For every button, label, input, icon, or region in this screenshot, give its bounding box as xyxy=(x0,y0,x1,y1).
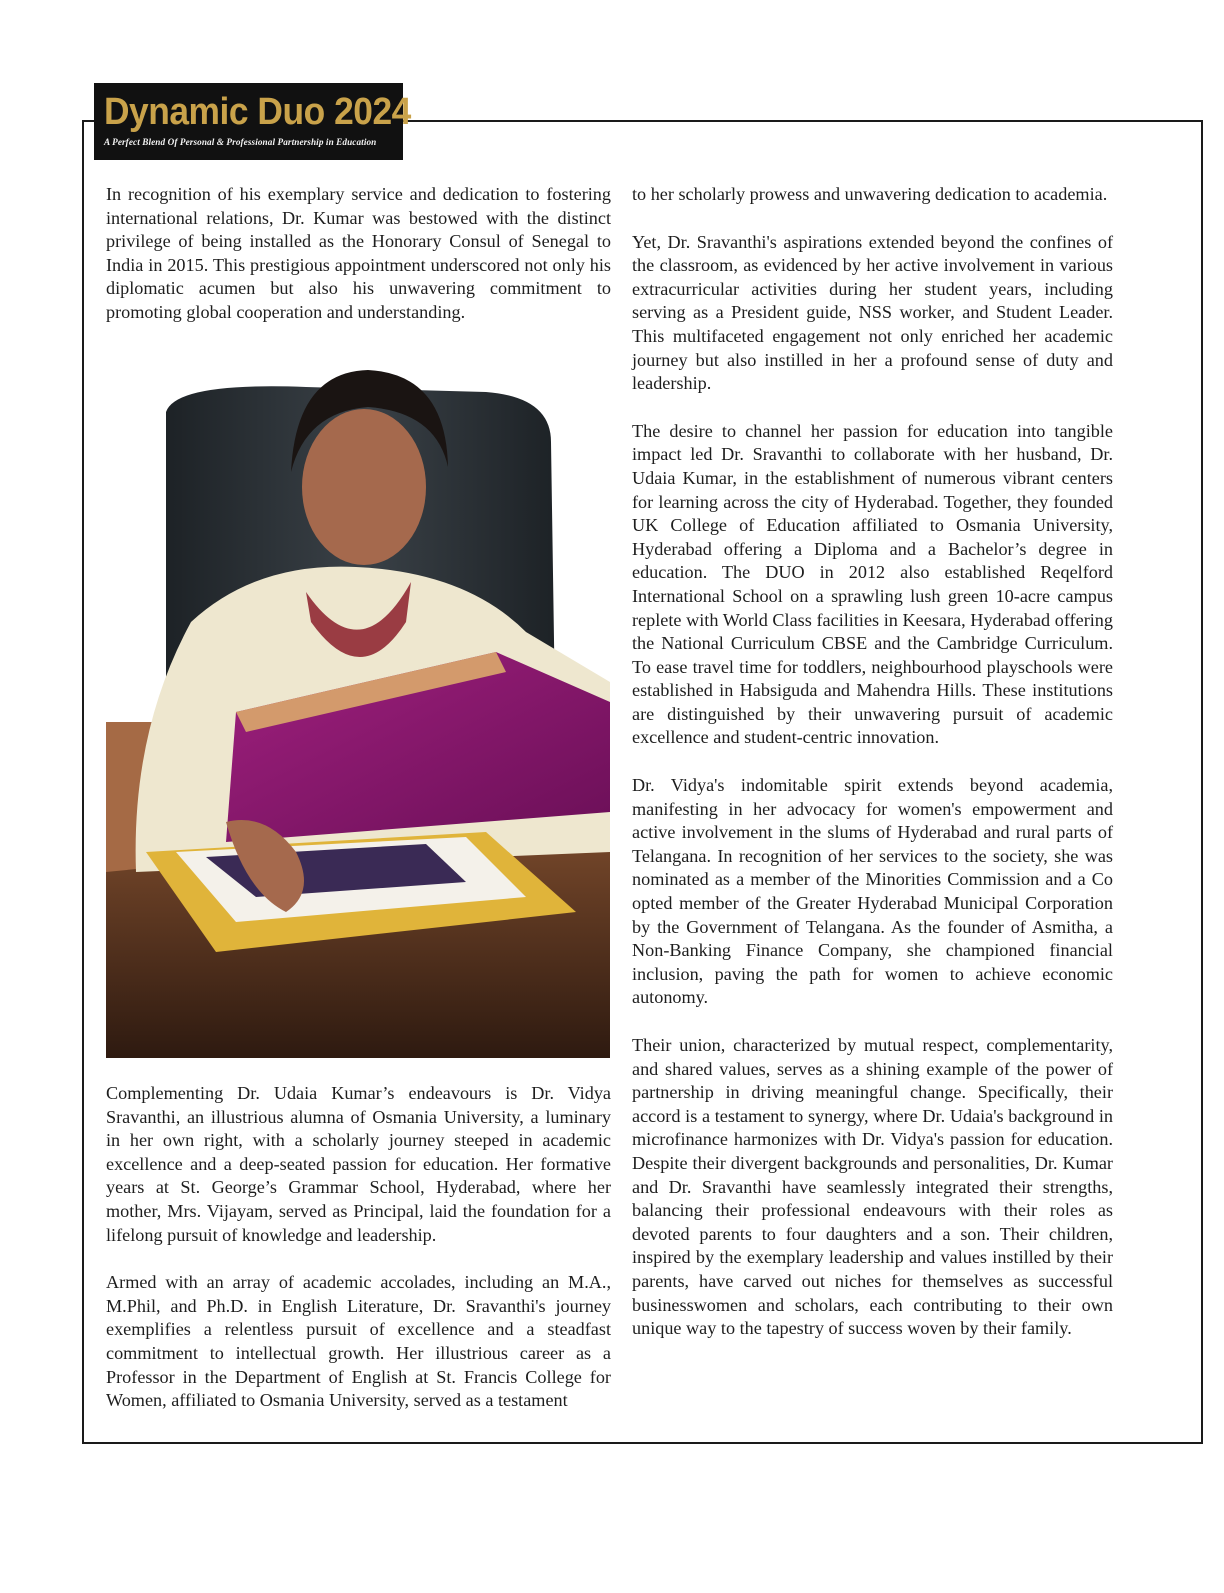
left-column-top xyxy=(106,183,611,349)
paragraph-institutions: The desire to channel her passion for education into tangible impact led Dr. Sravanthi to collaborate with her husband, Dr. Udaia Kumar, in the establishment of numerous vibrant centers for learning across the city of Hyderabad. Together, they founded UK College of Education affiliated to Osmania University, Hyderabad offering a Diploma and a Bachelor’s degree in education. The DUO in 2012 also established Reqelford International School on a sprawling lush green 10-acre campus replete with World Class facilities in Keesara, Hyderabad offering the National Curriculum CBSE and the Cambridge Curriculum. To ease travel time for toddlers, neighbourhood playschools were established in Habsiguda and Mahendra Hills. These institutions are distinguished by their unwavering pursuit of academic excellence and student-centric innovation. xyxy=(632,420,1113,748)
badge-title: Dynamic Duo 2024 xyxy=(104,91,411,133)
left-column-bottom xyxy=(106,1082,611,1437)
right-column xyxy=(632,183,1113,1365)
paragraph-aspirations: Yet, Dr. Sravanthi's aspirations extended beyond the confines of the classroom, as evidenced by her active involvement in various extracurricular activities during her student years, including serving as a President guide, NSS worker, and Student Leader. This multifaceted engagement not only enriched her academic journey but also instilled in her a profound sense of duty and leadership. xyxy=(632,231,1113,394)
paragraph-scholarly: to her scholarly prowess and unwavering dedication to academia. xyxy=(632,184,1108,204)
paragraph-accolades: Armed with an array of academic accolades, including an M.A., M.Phil, and Ph.D. in English Literature, Dr. Sravanthi's journey exemplifies a relentless pursuit of excellence and a steadfast commitment to intellectual growth. Her illustrious career as a Professor in the Department of English at St. Francis College for Women, affiliated to Osmania University, served as a testament xyxy=(106,1272,611,1411)
paragraph-consul: In recognition of his exemplary service and dedication to fostering international relations, Dr. Kumar was bestowed with the distinct privilege of being installed as the Honorary Consul of Senegal to India in 2015. This prestigious appointment underscored not only his diplomatic acumen but also his unwavering commitment to promoting global cooperation and understanding. xyxy=(106,184,611,322)
paragraph-complementing: Complementing Dr. Udaia Kumar’s endeavours is Dr. Vidya Sravanthi, an illustrious alumna of Osmania University, a luminary in her own right, with a scholarly journey steeped in academic excellence and a deep-seated passion for education. Her formative years at St. George’s Grammar School, Hyderabad, where her mother, Mrs. Vijayam, served as Principal, laid the foundation for a lifelong pursuit of knowledge and leadership. xyxy=(106,1083,611,1245)
paragraph-empowerment: Dr. Vidya's indomitable spirit extends beyond academia, manifesting in her advocacy for women's empowerment and active involvement in the slums of Hyderabad and rural parts of Telangana. In recognition of her services to the society, she was nominated as a member of the Minorities Commission and a Co opted member of the Greater Hyderabad Municipal Corporation by the Government of Telangana. As the founder of Asmitha, a Non-Banking Finance Company, she championed financial inclusion, paving the path for women to achieve economic autonomy. xyxy=(632,775,1113,1008)
badge-subtitle: A Perfect Blend Of Personal & Professional Partnership in Education xyxy=(104,137,377,147)
section-badge xyxy=(94,83,411,160)
portrait-photo xyxy=(106,352,610,1058)
paragraph-union: Their union, characterized by mutual respect, complementarity, and shared values, serves as a shining example of the power of partnership in driving meaningful change. Specifically, their accord is a testament to synergy, where Dr. Udaia's background in microfinance harmonizes with Dr. Vidya's passion for education. Despite their divergent backgrounds and personalities, Dr. Kumar and Dr. Sravanthi have seamlessly integrated their strengths, balancing their professional endeavours with their roles as devoted parents to four daughters and a son. Their children, inspired by the exemplary leadership and values instilled by their parents, have carved out niches for themselves as successful businesswomen and scholars, each contributing to their own unique way to the tapestry of success woven by their family. xyxy=(632,1035,1113,1339)
